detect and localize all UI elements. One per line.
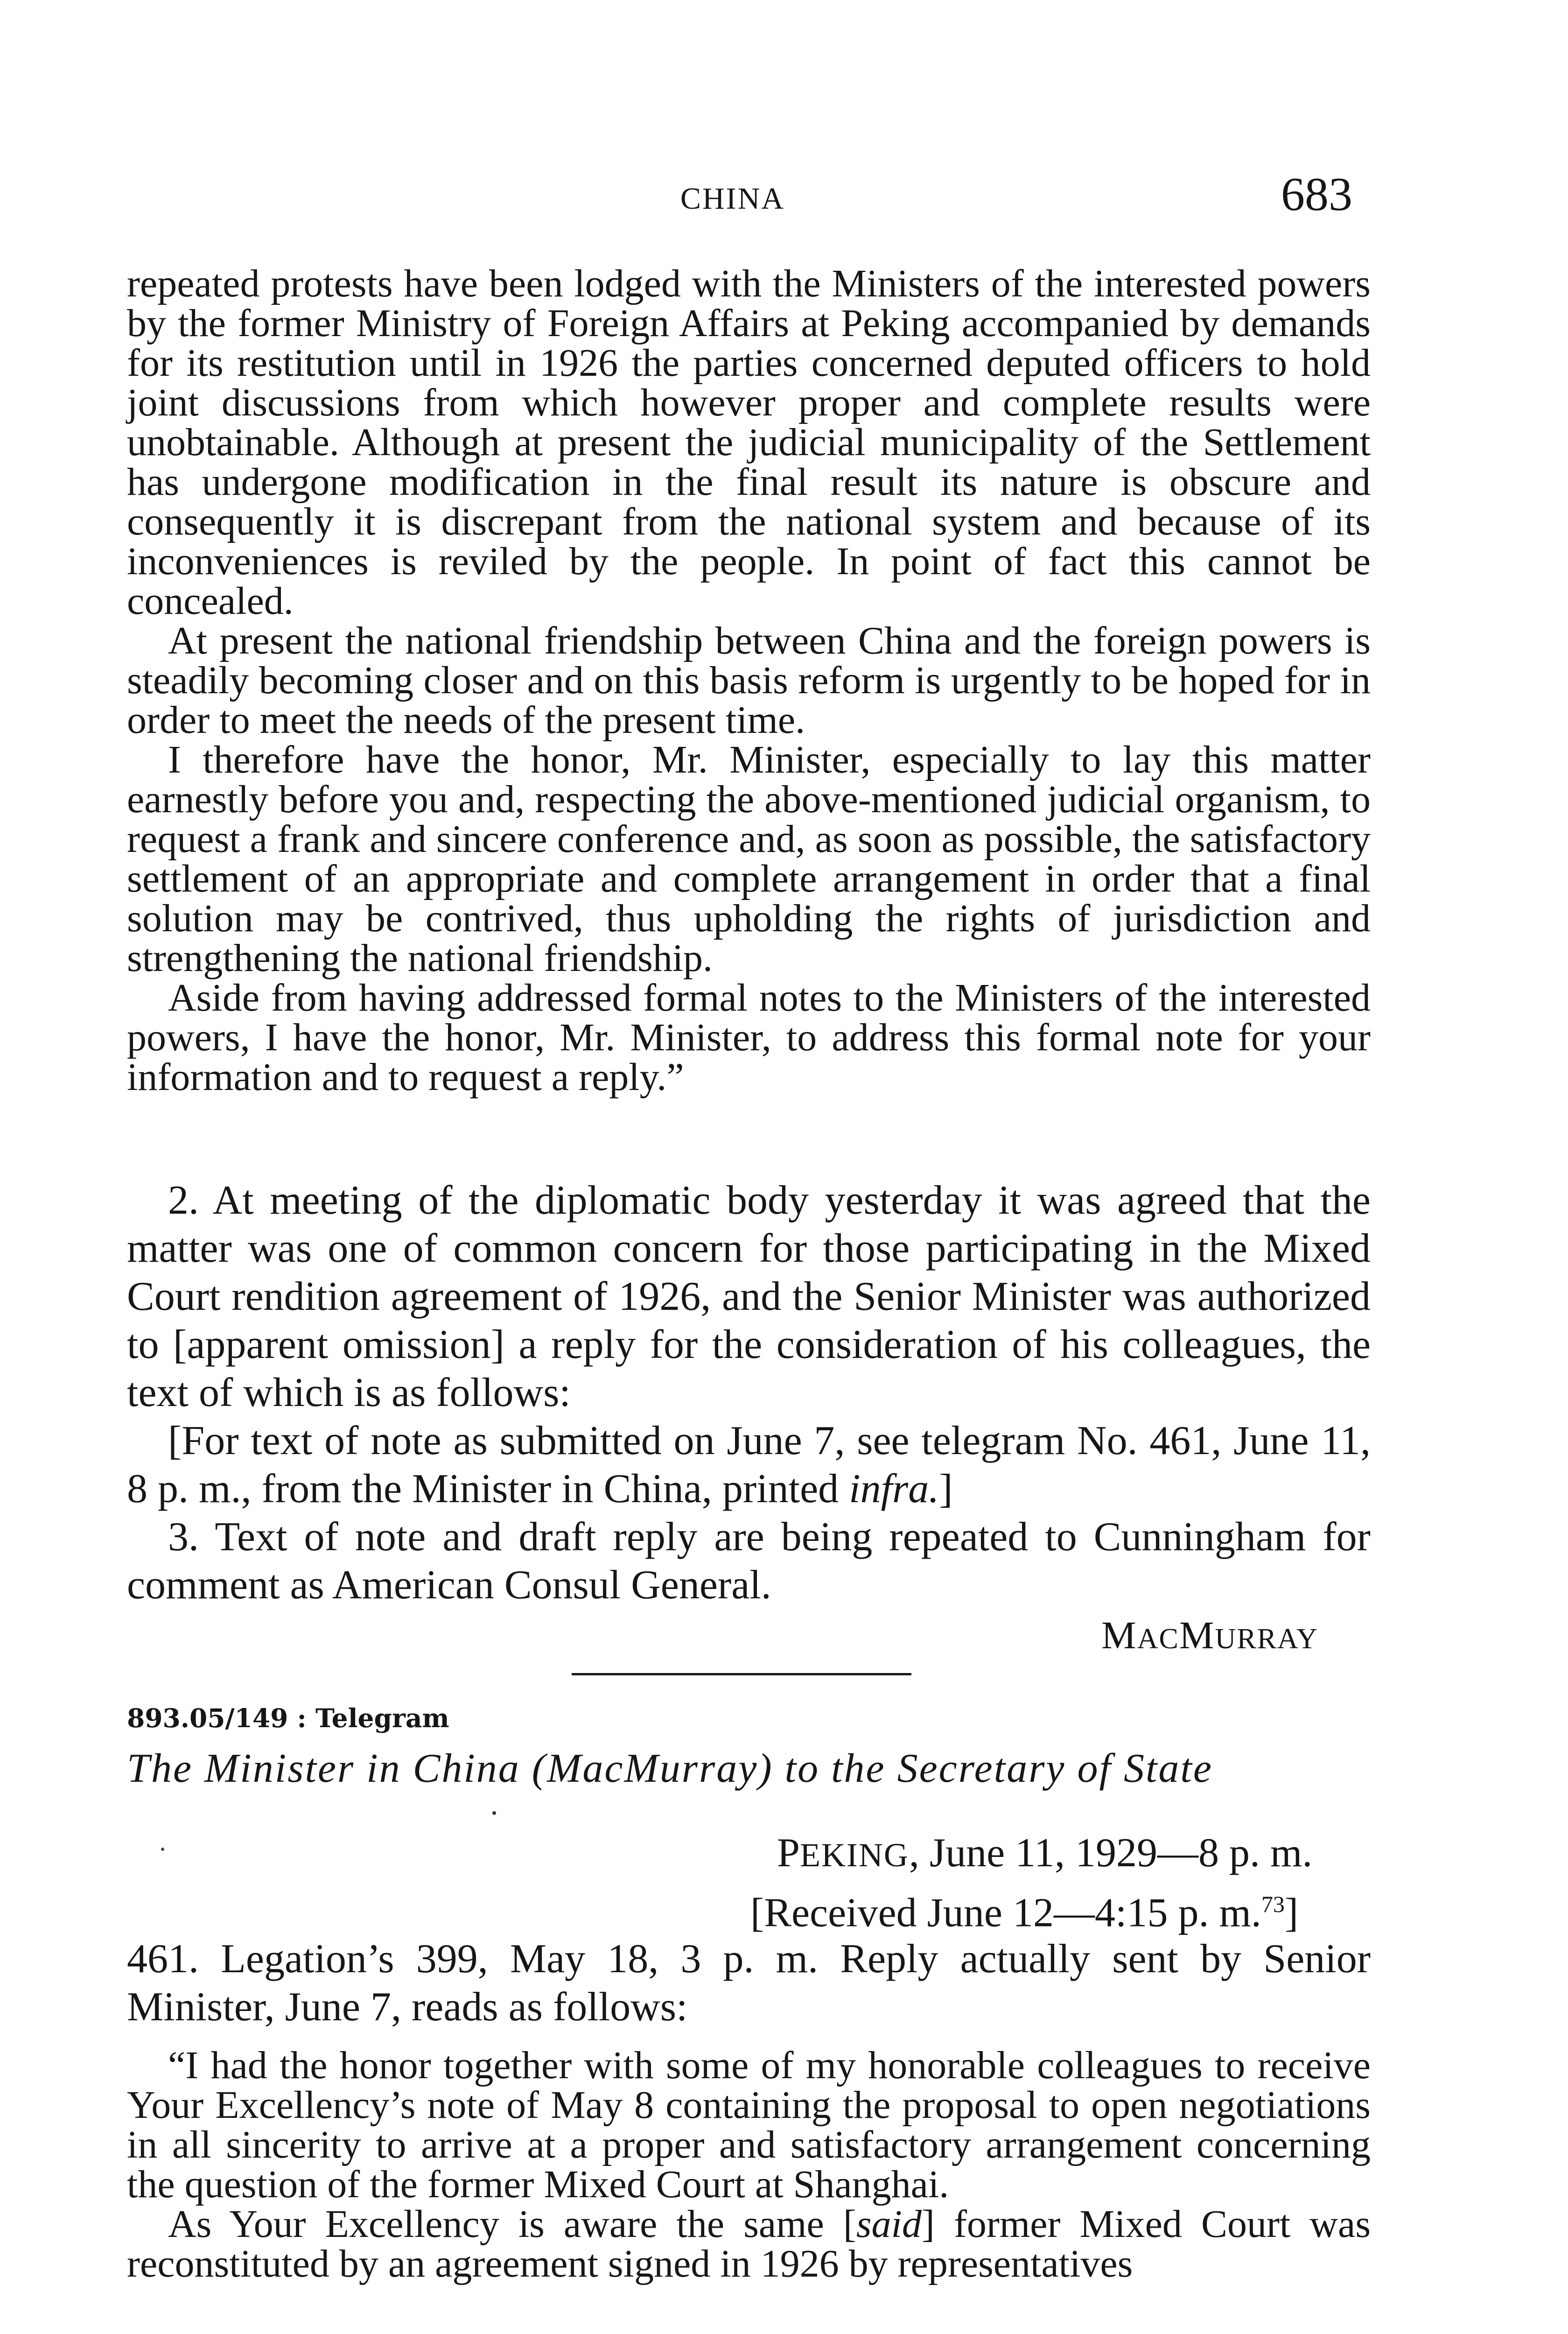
telegram-intro: 461. Legation’s 399, May 18, 3 p. m. Reply actually sent by Senior Minister, June 7, reads as follows:: [127, 1936, 1371, 2030]
numbered-paragraphs: [127, 1176, 1371, 1609]
stray-mark: [161, 1848, 164, 1851]
dateline: PEKING, June 11, 1929—8 p. m.: [777, 1830, 1313, 1876]
quoted-note-continuation: [127, 264, 1371, 1097]
file-reference: 893.05/149 : Telegram: [127, 1703, 449, 1733]
page-number: 683: [1281, 168, 1352, 221]
signature: MACMURRAY: [1101, 1614, 1318, 1657]
running-header-title: CHINA: [680, 182, 785, 216]
paragraph: “I had the honor together with some of my honorable colleagues to receive Your Excellency’s note of May 8 containing the proposal to open negotiations in all sincerity to arrive at a proper and satisfactory arrangement concerning the question of the former Mixed Court at Shanghai.: [127, 2044, 1371, 2206]
section-divider: [572, 1673, 911, 1675]
stray-mark: [492, 1811, 496, 1815]
bracketed-note: [For text of note as submitted on June 7, see telegram No. 461, June 11, 8 p. m., from the Minister in China, printed infra.]: [127, 1418, 1371, 1511]
paragraph: Aside from having addressed formal notes to the Ministers of the interested powers, I have the honor, Mr. Minister, to address this formal note for your information and to request a reply.”: [127, 976, 1371, 1099]
paragraph: At present the national friendship between China and the foreign powers is steadily becoming closer and on this basis reform is urgently to be hoped for in order to meet the needs of the present time.: [127, 619, 1371, 742]
paragraph: I therefore have the honor, Mr. Minister, especially to lay this matter earnestly before you and, respecting the above-mentioned judicial organism, to request a frank and sincere conference and, as soon as possible, the satisfactory settlement of an appropriate and complete arrangement in order that a final solution may be contrived, thus upholding the rights of jurisdiction and strengthening the national friendship.: [127, 738, 1371, 980]
document-heading: The Minister in China (MacMurray) to the Secretary of State: [127, 1746, 1213, 1791]
paragraph: repeated protests have been lodged with the Ministers of the interested powers by the former Ministry of Foreign Affairs at Peking accompanied by demands for its restitution until in 1926 the parties concerned deputed officers to hold joint discussions from which however proper and complete results were unobtainable. Although at present the judicial municipality of the Settlement has undergone modification in the final result its nature is obscure and consequently it is discrepant from the national system and because of its inconveniences is reviled by the people. In point of fact this cannot be concealed.: [127, 262, 1371, 623]
footnote-ref: 73: [1261, 1891, 1285, 1917]
paragraph-2: 2. At meeting of the diplomatic body yesterday it was agreed that the matter was one of common concern for those participating in the Mixed Court rendition agreement of 1926, and the Senior Minister was authorized to [apparent omission] a reply for the consideration of his colleagues, the text of which is as follows:: [127, 1178, 1371, 1415]
paragraph: As Your Excellency is aware the same [said] former Mixed Court was reconstituted by an agreement signed in 1926 by representatives: [127, 2202, 1371, 2285]
reply-quote: [127, 2046, 1371, 2284]
received-line: [Received June 12—4:15 p. m.$^{73}$]: [750, 1890, 1299, 1936]
paragraph-3: 3. Text of note and draft reply are being repeated to Cunningham for comment as American Consul General.: [127, 1514, 1371, 1608]
